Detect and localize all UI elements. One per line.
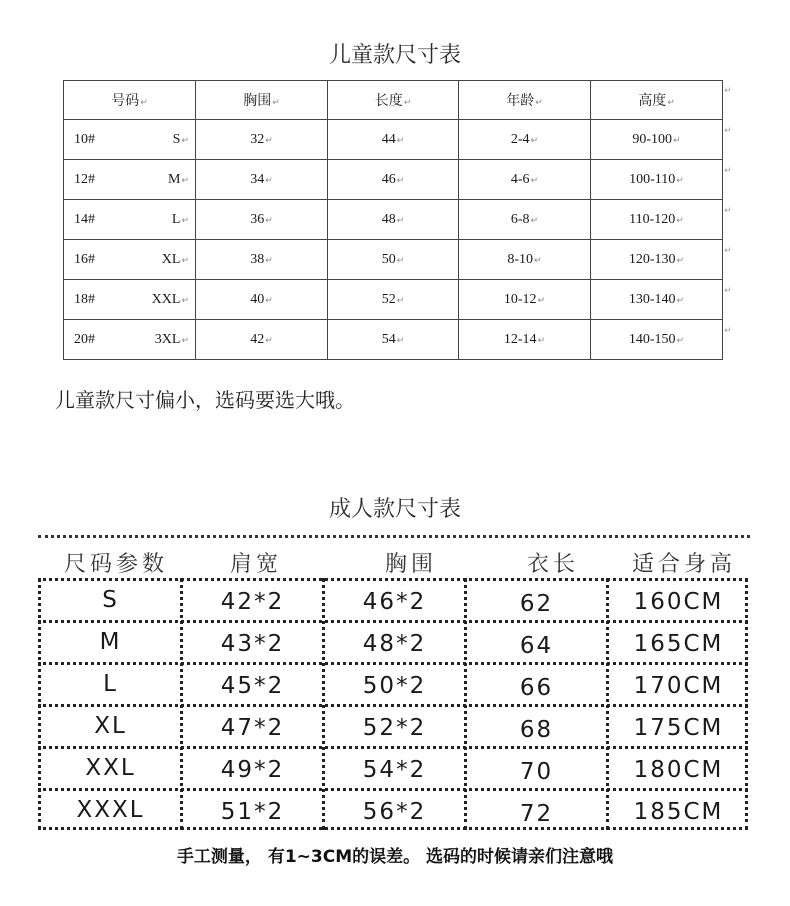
kids-age-cell: 6-8↵ bbox=[459, 200, 591, 240]
adult-chest-cell: 52*2 bbox=[362, 715, 427, 741]
adult-height-cell: 170CM bbox=[633, 673, 724, 699]
kids-chest-cell: 34↵ bbox=[196, 160, 328, 200]
kids-height-cell: 110-120↵ bbox=[591, 200, 723, 240]
adult-length-cell: 72 bbox=[519, 801, 554, 827]
kids-height-cell: 140-150↵ bbox=[591, 320, 723, 360]
kids-code-cell: 12# M↵ bbox=[64, 160, 196, 200]
adult-header-chest: 胸围 bbox=[384, 552, 437, 577]
adult-shoulder-cell: 47*2 bbox=[220, 715, 285, 741]
kids-code-cell: 14# L↵ bbox=[64, 200, 196, 240]
paragraph-mark-icon: ↵ bbox=[724, 286, 732, 296]
kids-length-cell: 48↵ bbox=[328, 200, 459, 240]
kids-length-cell: 46↵ bbox=[328, 160, 459, 200]
paragraph-mark-icon: ↵ bbox=[724, 326, 732, 336]
kids-table-row bbox=[64, 200, 723, 240]
kids-header-height: 高度↵ bbox=[591, 81, 723, 120]
adult-row-divider bbox=[38, 662, 748, 665]
paragraph-mark-icon: ↵ bbox=[724, 246, 732, 256]
kids-size-note: 儿童款尺寸偏小，选码要选大哦。 bbox=[55, 388, 355, 412]
adult-size-cell: XXXL bbox=[76, 797, 145, 823]
kids-age-cell: 12-14↵ bbox=[459, 320, 591, 360]
adult-height-cell: 180CM bbox=[633, 757, 724, 783]
adult-size-cell: L bbox=[103, 671, 118, 697]
adult-header-size: 尺码参数 bbox=[63, 552, 168, 577]
kids-length-cell: 44↵ bbox=[328, 120, 459, 160]
kids-length-cell: 50↵ bbox=[328, 240, 459, 280]
kids-height-cell: 100-110↵ bbox=[591, 160, 723, 200]
paragraph-mark-icon: ↵ bbox=[724, 86, 732, 96]
kids-table-row bbox=[64, 280, 723, 320]
adult-row-divider bbox=[38, 788, 748, 791]
kids-code-cell: 18# XXL↵ bbox=[64, 280, 196, 320]
kids-height-cell: 130-140↵ bbox=[591, 280, 723, 320]
adult-height-cell: 165CM bbox=[633, 631, 724, 657]
kids-header-age: 年龄↵ bbox=[459, 81, 591, 120]
paragraph-mark-icon: ↵ bbox=[724, 126, 732, 136]
kids-header-length: 长度↵ bbox=[328, 81, 459, 120]
adult-row-divider bbox=[38, 620, 748, 623]
adult-size-chart-title: 成人款尺寸表 bbox=[328, 497, 461, 522]
adult-header-shoulder: 肩宽 bbox=[229, 552, 282, 577]
adult-size-cell: XXL bbox=[85, 755, 136, 781]
adult-shoulder-cell: 49*2 bbox=[220, 757, 285, 783]
adult-size-cell: M bbox=[99, 629, 122, 655]
kids-chest-cell: 32↵ bbox=[196, 120, 328, 160]
adult-size-cell: XL bbox=[94, 713, 127, 739]
kids-code-cell: 16# XL↵ bbox=[64, 240, 196, 280]
adult-height-cell: 160CM bbox=[633, 589, 724, 615]
kids-height-cell: 120-130↵ bbox=[591, 240, 723, 280]
kids-age-cell: 10-12↵ bbox=[459, 280, 591, 320]
adult-length-cell: 64 bbox=[519, 633, 554, 659]
adult-chest-cell: 56*2 bbox=[362, 799, 427, 825]
paragraph-mark-icon: ↵ bbox=[724, 166, 732, 176]
adult-length-cell: 66 bbox=[519, 675, 554, 701]
adult-length-cell: 68 bbox=[519, 717, 554, 743]
adult-height-cell: 175CM bbox=[633, 715, 724, 741]
adult-row-divider bbox=[38, 746, 748, 749]
adult-chest-cell: 54*2 bbox=[362, 757, 427, 783]
kids-table-header-row bbox=[64, 81, 723, 120]
adult-shoulder-cell: 43*2 bbox=[220, 631, 285, 657]
adult-table-header bbox=[38, 543, 750, 579]
kids-age-cell: 4-6↵ bbox=[459, 160, 591, 200]
kids-size-table bbox=[63, 80, 723, 360]
kids-table-row bbox=[64, 120, 723, 160]
adult-header-divider bbox=[38, 535, 750, 538]
kids-age-cell: 2-4↵ bbox=[459, 120, 591, 160]
kids-code-cell: 20# 3XL↵ bbox=[64, 320, 196, 360]
adult-shoulder-cell: 51*2 bbox=[220, 799, 285, 825]
adult-length-cell: 70 bbox=[519, 759, 554, 785]
paragraph-mark-icon: ↵ bbox=[724, 206, 732, 216]
kids-height-cell: 90-100↵ bbox=[591, 120, 723, 160]
kids-chest-cell: 38↵ bbox=[196, 240, 328, 280]
kids-length-cell: 54↵ bbox=[328, 320, 459, 360]
kids-table-row bbox=[64, 160, 723, 200]
adult-shoulder-cell: 45*2 bbox=[220, 673, 285, 699]
adult-length-cell: 62 bbox=[519, 591, 554, 617]
adult-chest-cell: 46*2 bbox=[362, 589, 427, 615]
adult-header-length: 衣长 bbox=[526, 552, 579, 577]
kids-table-row bbox=[64, 320, 723, 360]
adult-chest-cell: 48*2 bbox=[362, 631, 427, 657]
adult-header-height: 适合身高 bbox=[631, 552, 736, 577]
kids-chest-cell: 42↵ bbox=[196, 320, 328, 360]
kids-table-row bbox=[64, 240, 723, 280]
kids-header-chest: 胸围↵ bbox=[196, 81, 328, 120]
kids-chest-cell: 36↵ bbox=[196, 200, 328, 240]
adult-height-cell: 185CM bbox=[633, 799, 724, 825]
kids-age-cell: 8-10↵ bbox=[459, 240, 591, 280]
adult-row-divider bbox=[38, 704, 748, 707]
kids-code-cell: 10# S↵ bbox=[64, 120, 196, 160]
kids-length-cell: 52↵ bbox=[328, 280, 459, 320]
kids-size-chart-title: 儿童款尺寸表 bbox=[328, 43, 461, 68]
adult-shoulder-cell: 42*2 bbox=[220, 589, 285, 615]
adult-size-cell: S bbox=[102, 587, 119, 613]
kids-chest-cell: 40↵ bbox=[196, 280, 328, 320]
measurement-note: 手工测量， 有1~3CM的误差。 选码的时候请亲们注意哦 bbox=[176, 847, 614, 867]
adult-chest-cell: 50*2 bbox=[362, 673, 427, 699]
kids-header-code: 号码↵ bbox=[64, 81, 196, 120]
